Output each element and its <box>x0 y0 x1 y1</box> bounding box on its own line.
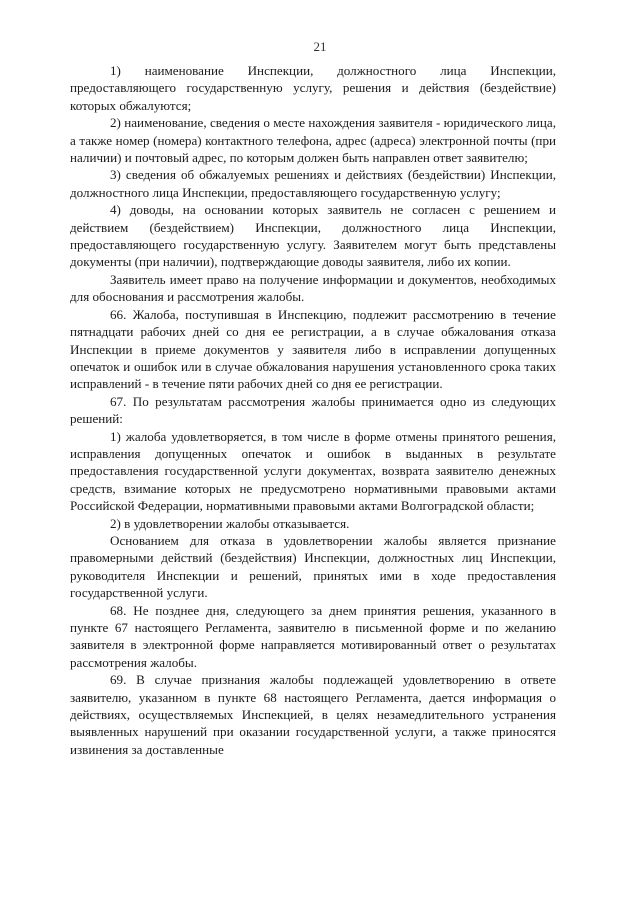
paragraph-item-2: 2) наименование, сведения о месте нахождения заявителя - юридического лица, а также номер (номера) контактного телефона, адрес (адреса) электронной почты (при наличии) и почтовый адрес, по которым должен быть направлен ответ заявителю; <box>70 115 556 166</box>
paragraph-item-1: 1) наименование Инспекции, должностного лица Инспекции, предоставляющего государственную услугу, решения и действия (бездействие) которых обжалуются; <box>70 63 556 113</box>
paragraph-item-3: 3) сведения об обжалуемых решениях и действиях (бездействии) Инспекции, должностного лица Инспекции, предоставляющего государственную услугу; <box>70 167 556 200</box>
paragraph-67-item-1: 1) жалоба удовлетворяется, в том числе в форме отмены принятого решения, исправления допущенных опечаток и ошибок в выданных в результате предоставления государственной услуги документах, возврата заявителю денежных средств, взимание которых не предусмотрено нормативными правовыми актами Российской Федерации, нормативными правовыми актами Волгоградской области; <box>70 428 556 514</box>
paragraph-66: 66. Жалоба, поступившая в Инспекцию, подлежит рассмотрению в течение пятнадцати рабочих дней со дня ее регистрации, а в случае обжалования отказа Инспекции в приеме документов у заявителя либо в исправлении допущенных опечаток и ошибок или в случае обжалования нарушения установленного срока таких исправлений - в течение пяти рабочих дней со дня ее регистрации. <box>70 306 556 392</box>
paragraph-67-item-2: 2) в удовлетворении жалобы отказывается. <box>110 515 350 531</box>
page-number: 21 <box>313 39 327 54</box>
paragraph-68: 68. Не позднее дня, следующего за днем принятия решения, указанного в пункте 67 настоящего Регламента, заявителю в письменной форме и по желанию заявителя в электронной форме направляется мотивированный ответ о результатах рассмотрения жалобы. <box>70 602 556 670</box>
paragraph-69: 69. В случае признания жалобы подлежащей удовлетворению в ответе заявителю, указанном в пункте 68 настоящего Регламента, дается информация о действиях, осуществляемых Инспекцией, в целях незамедлительного устранения выявленных нарушений при оказании государственной услуги, а также приносятся извинения за доставленные <box>70 672 556 757</box>
paragraph-item-4: 4) доводы, на основании которых заявитель не согласен с решением и действием (бездействием) Инспекции, должностного лица Инспекции, предоставляющего государственную услугу. Заявителем могут быть представлены документы (при наличии), подтверждающие доводы заявителя, либо их копии. <box>70 202 556 270</box>
paragraph-applicant-rights: Заявитель имеет право на получение информации и документов, необходимых для обоснования и рассмотрения жалобы. <box>70 271 556 305</box>
paragraph-67: 67. По результатам рассмотрения жалобы принимается одно из следующих решений: <box>70 393 556 427</box>
paragraph-refusal-grounds: Основанием для отказа в удовлетворении жалобы является признание правомерными действий (бездействия) Инспекции, должностных лиц Инспекции, руководителя Инспекции и решений, принятых ими в ходе предоставления государственной услуги. <box>70 532 556 601</box>
document-body <box>70 62 556 758</box>
